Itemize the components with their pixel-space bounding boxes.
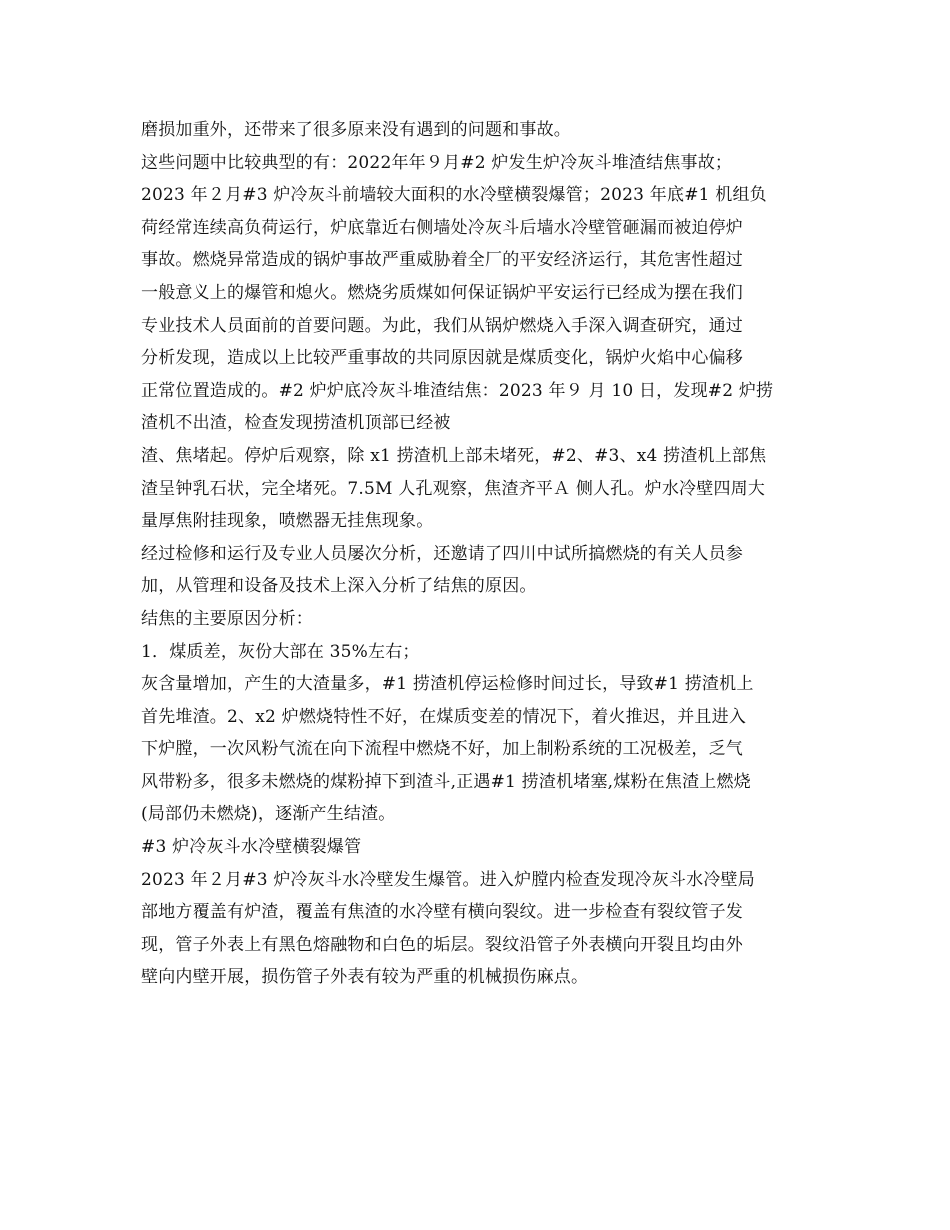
- text-line: 2023 年２月#3 炉冷灰斗水冷壁发生爆管。进入炉膛内检查发现冷灰斗水冷壁局: [141, 869, 755, 890]
- text-line: 渣、焦堵起。停炉后观察，除 x1 捞渣机上部未堵死，#2、#3、x4 捞渣机上部焦: [141, 445, 767, 466]
- text-line: 分析发现，造成以上比较严重事故的共同原因就是煤质变化，锅炉火焰中心偏移: [141, 348, 743, 369]
- text-line: 渣呈钟乳石状，完全堵死。7.5M 人孔观察，焦渣齐平Ａ 侧人孔。炉水冷壁四周大: [141, 478, 766, 499]
- text-line: 经过检修和运行及专业人员屡次分析，还邀请了四川中试所搞燃烧的有关人员参: [141, 543, 743, 564]
- text-line: 荷经常连续高负荷运行，炉底靠近右侧墙处冷灰斗后墙水冷壁管砸漏而被迫停炉: [141, 217, 743, 238]
- text-line: 这些问题中比较典型的有：2022年年９月#2 炉发生炉冷灰斗堆渣结焦事故；: [141, 152, 733, 173]
- text-line: 渣机不出渣，检查发现捞渣机顶部已经被: [141, 413, 451, 434]
- text-line: 部地方覆盖有炉渣，覆盖有焦渣的水冷壁有横向裂纹。进一步检查有裂纹管子发: [141, 902, 743, 923]
- text-line: 壁向内壁开展，损伤管子外表有较为严重的机械损伤麻点。: [141, 967, 589, 988]
- text-line: 专业技术人员面前的首要问题。为此，我们从锅炉燃烧入手深入调查研究，通过: [141, 315, 743, 336]
- section-heading: 结焦的主要原因分析：: [141, 608, 313, 629]
- section-heading: #3 炉冷灰斗水冷壁横裂爆管: [141, 837, 362, 858]
- text-line: (局部仍未燃烧)，逐渐产生结渣。: [141, 804, 396, 825]
- text-line: 2023 年２月#3 炉冷灰斗前墙较大面积的水冷壁横裂爆管；2023 年底#1 机组负: [141, 185, 767, 206]
- text-line: 量厚焦附挂现象，喷燃器无挂焦现象。: [141, 511, 434, 532]
- text-line: 磨损加重外，还带来了很多原来没有遇到的问题和事故。: [141, 120, 571, 140]
- document-body: [141, 114, 811, 994]
- text-line: 风带粉多，很多未燃烧的煤粉掉下到渣斗,正遇#1 捞渣机堵塞,煤粉在焦渣上燃烧: [141, 771, 751, 792]
- text-line: 灰含量增加，产生的大渣量多，#1 捞渣机停运检修时间过长，导致#1 捞渣机上: [141, 674, 754, 695]
- list-item: 1．煤质差，灰份大部在 35%左右；: [141, 641, 420, 662]
- text-line: 正常位置造成的。#2 炉炉底冷灰斗堆渣结焦：2023 年９ 月 10 日，发现#2 炉捞: [141, 380, 774, 401]
- text-line: 首先堆渣。2、x2 炉燃烧特性不好，在煤质变差的情况下，着火推迟，并且进入: [141, 706, 747, 727]
- text-line: 下炉膛，一次风粉气流在向下流程中燃烧不好，加上制粉系统的工况极差，乏气: [141, 739, 743, 760]
- text-line: 一般意义上的爆管和熄火。燃烧劣质煤如何保证锅炉平安运行已经成为摆在我们: [141, 282, 743, 303]
- text-line: 现，管子外表上有黑色熔融物和白色的垢层。裂纹沿管子外表横向开裂且均由外: [141, 934, 743, 955]
- text-line: 事故。燃烧异常造成的锅炉事故严重威胁着全厂的平安经济运行，其危害性超过: [141, 250, 743, 271]
- text-line: 加，从管理和设备及技术上深入分析了结焦的原因。: [141, 576, 537, 597]
